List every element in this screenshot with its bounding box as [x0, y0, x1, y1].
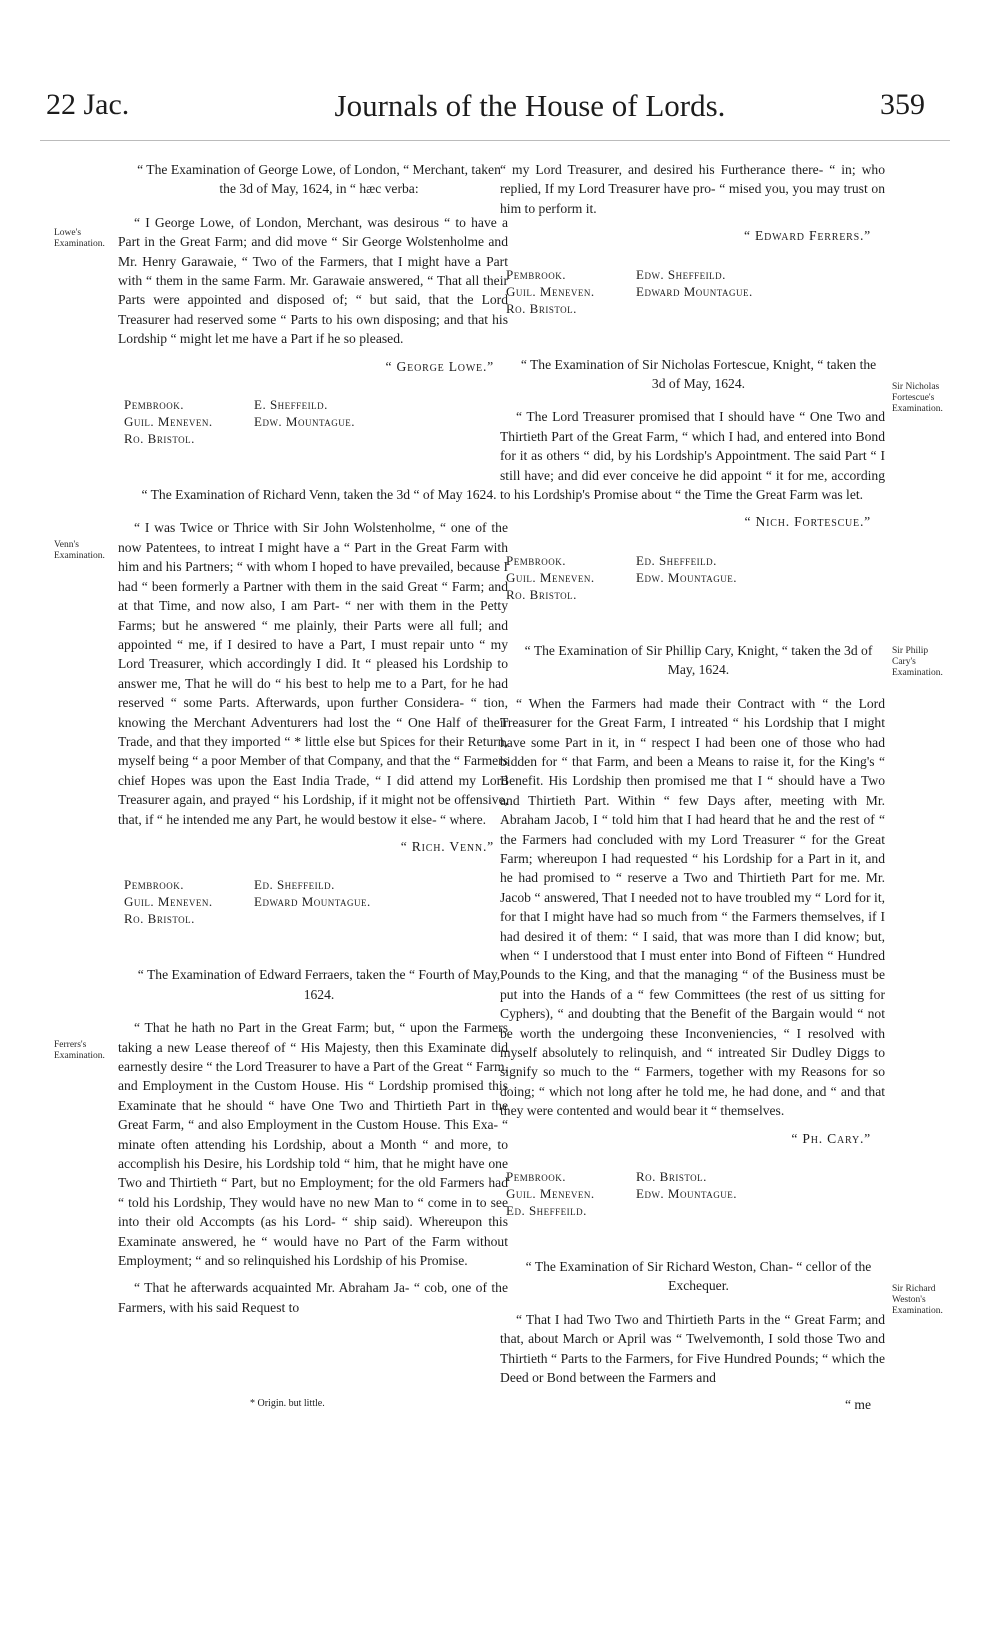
margin-note-cary: Sir Philip Cary's Examination.: [892, 646, 943, 678]
witness-name: Guil. Meneven.: [124, 414, 213, 430]
examination-title: “ The Examination of Edward Ferraers, taken the “ Fourth of May, 1624.: [137, 967, 501, 1002]
witness-name: Pembrook.: [506, 266, 566, 282]
examination-title: “ The Examination of Sir Richard Weston, Chan- “ cellor of the Exchequer.: [525, 1259, 872, 1294]
witness-name: E. Sheffeild.: [254, 397, 328, 413]
margin-note-weston: Sir Richard Weston's Examination.: [892, 1284, 943, 1316]
witness-name: Ro. Bristol.: [124, 911, 195, 927]
examination-body: “ The Lord Treasurer promised that I should have “ One Two and Thirtieth Part of the Great Farm, “ which I had, and entered into Bond for it as others “ did, by his Lordship's Appointment. The said Part “ I still have; and did ever conceive he did appoint “ it for me, according to his Lordship's Promise about “ the Time the Great Farm was let.: [500, 409, 885, 503]
examination-body: “ my Lord Treasurer, and desired his Furtherance there- “ in; who replied, If my Lord Treasurer have pro- “ mised you, you may trust on him to perform it.: [500, 162, 885, 216]
examination-body: “ I was Twice or Thrice with Sir John Wolstenholme, “ one of the now Patentees, to intreat I might have a “ Part in the Great Farm with him and his Partners; “ with whom I hoped to have prevailed, because I had “ been formerly a Partner with them in the said Great “ Farm; and at that Time, and now also, I am Part- “ ner with them in the Petty Farms; but he answered “ me plainly, their Parts were all full; and appointed “ me, if I desired to have a Part, I must repair unto “ my Lord Treasurer, which accordingly I did. It “ pleased his Lordship to answer me, That he will do “ his best to help me to a Part, for he had reserved “ some Parts. Afterwards, upon further Considera- “ tion, knowing the Merchant Adventurers had lost the “ One Half of their Trade, and that they imported “ * little else but Spices for their Return, myself being “ a poor Member of that Company, and that the “ Farmers chief Hopes was upon the East India Trade, “ I did attend my Lord Treasurer again, and prayed “ his Lordship, if it might not be offensive, that, if “ he intended me any Part, he would bestow it else- “ where.: [118, 520, 508, 827]
witness-name: Pembrook.: [124, 397, 184, 413]
running-head-title: Journals of the House of Lords.: [334, 88, 726, 123]
witness-name: Guil. Meneven.: [506, 283, 595, 299]
running-head-regnal-year: 22 Jac.: [46, 88, 130, 121]
witness-name: Pembrook.: [506, 552, 566, 568]
margin-note-venn: Venn's Examination.: [54, 540, 105, 561]
examinee-signature: “ Rich. Venn.”: [400, 838, 494, 854]
examinee-signature: “ Ph. Cary.”: [791, 1130, 871, 1146]
examination-body: “ I George Lowe, of London, Merchant, was desirous “ to have a Part in the Great Farm; and did move “ Sir George Wolstenholme and Mr. Henry Garawaie, “ Two of the Farmers, that I might have a Part with “ them in the same Farm. Mr. Garawaie answered, “ That all their Parts were appointed and disposed of; “ but said, that the Lord Treasurer had reserved some “ Parts to his own disposing; and that his Lordship “ might let me have a Part if he so pleased.: [118, 214, 508, 347]
header-rule: [40, 140, 950, 141]
footnote: * Origin. but little.: [250, 1398, 325, 1409]
right-column: [500, 160, 885, 1435]
witness-name: Edward Mountague.: [636, 283, 753, 299]
witness-name: Ro. Bristol.: [636, 1169, 707, 1185]
examinee-signature: “ George Lowe.”: [385, 358, 494, 374]
margin-note-ferrers: Ferrers's Examination.: [54, 1040, 105, 1061]
witness-name: Edw. Mountague.: [254, 414, 356, 430]
examination-weston: [500, 1257, 885, 1415]
examination-body: “ That I had Two Two and Thirtieth Parts in the “ Great Farm; and that, about March or April was “ Twelvemonth, I sold those Two and Thirtieth “ Parts to the Farmers, for Five Hundred Pounds; “ which the Deed or Bond between the Farmers and: [500, 1311, 885, 1386]
witness-name: Pembrook.: [506, 1169, 566, 1185]
examination-lowe: [118, 160, 508, 447]
catchword: “ me: [844, 1397, 871, 1413]
examination-title: “ The Examination of George Lowe, of London, “ Merchant, taken the 3d of May, 1624, in “ hæc verba:: [137, 162, 501, 197]
examination-body-continued: “ That he afterwards acquainted Mr. Abraham Ja- “ cob, one of the Farmers, with his said Request to: [118, 1280, 508, 1315]
examinee-signature: “ Nich. Fortescue.”: [744, 514, 871, 530]
page-number: 359: [880, 88, 925, 121]
witness-name: Edw. Mountague.: [636, 569, 738, 585]
witness-name: Ed. Sheffeild.: [254, 877, 335, 893]
witness-name: Ed. Sheffeild.: [506, 1203, 587, 1219]
witness-signatures: [124, 396, 508, 447]
examination-ferrers-continued: [500, 160, 885, 317]
witness-signatures: [506, 552, 885, 603]
witness-name: Edw. Mountague.: [636, 1186, 738, 1202]
left-column: [118, 160, 508, 1325]
witness-name: Guil. Meneven.: [506, 569, 595, 585]
witness-name: Ed. Sheffeild.: [636, 552, 717, 568]
witness-signatures: [506, 266, 885, 317]
witness-name: Ro. Bristol.: [506, 586, 577, 602]
examination-title: “ The Examination of Sir Phillip Cary, Knight, “ taken the 3d of May, 1624.: [524, 642, 873, 678]
witness-signatures: [124, 876, 508, 927]
witness-name: Guil. Meneven.: [124, 894, 213, 910]
witness-signatures: [506, 1168, 885, 1219]
examination-fortescue: [500, 355, 885, 603]
witness-name: Edward Mountague.: [254, 894, 371, 910]
witness-name: Edw. Sheffeild.: [636, 266, 726, 282]
examination-title: “ The Examination of Richard Venn, taken the 3d “ of May 1624.: [141, 487, 497, 503]
witness-name: Guil. Meneven.: [506, 1186, 595, 1202]
witness-name: Ro. Bristol.: [124, 431, 195, 447]
margin-note-lowe: Lowe's Examination.: [54, 228, 105, 249]
examination-venn: [118, 485, 508, 927]
examination-body: “ That he hath no Part in the Great Farm; but, “ upon the Farmers taking a new Lease thereof of “ His Majesty, then this Examinate did earnestly desire “ the Lord Treasurer to have a Part of the Great “ Farm, and Employment in the Custom House. His “ Lordship promised this Examinate that he should “ have One Two and Thirtieth Part in the Great Farm, “ and also Employment in the Custom House. This Exa- “ minate often attending his Lordship, about a Month “ and more, to accomplish his Desire, his Lordship told “ him, that he might have one Two and Thirtieth “ Part, but no Employment; for the old Farmers had “ told his Lordship, They would have no new Man to “ come in to see into their old Accompts (as his Lord- “ ship said). Whereupon this Examinate answered, he “ would have no Part of the Farm without Employment; “ and so relinquished his Lordship of his Promise.: [118, 1020, 508, 1269]
examination-ferraers: [118, 965, 508, 1317]
margin-note-fortescue: Sir Nicholas Fortescue's Examination.: [892, 382, 943, 414]
examinee-signature: “ Edward Ferrers.”: [744, 228, 871, 244]
examination-cary: [500, 641, 885, 1219]
examination-body: “ When the Farmers had made their Contract with “ the Lord Treasurer for the Great Farm, I intreated “ his Lordship that I might have some Part in it, in “ respect I had been one of those who had bidden for “ that Farm, and been a Means to raise it, for the King's “ Benefit. His Lordship then promised me that I “ should have a Two and Thirtieth Part. Within “ few Days after, meeting with Mr. Abraham Jacob, I “ told him that I had heard that he and the rest of “ the Farmers had concluded with my Lord Treasurer “ for the Great Farm; whereupon I had requested “ his Lordship for a Part in it, and he had promised to “ reserve a Two and Thirtieth Part for me. Mr. Jacob “ answered, That I needed not to have troubled my “ Lord for it, for that I might have had so much from “ the Farmers themselves, if I had desired it of them: “ I said, that was more than I did know; but, when “ I understood that I must enter into Bond of Fifteen “ Hundred Pounds to the King, and that the managing “ of the Business must be put into the Hands of a “ few Committees (the rest of us sitting for Cyphers), “ and doubting that the Benefit of the Bargain would “ not be worth the undergoing these Inconveniencies, “ I resolved with myself absolutely to relinquish, and “ intreated Sir Dudley Diggs to signify so much to the “ Farmers, together with my Reasons for so doing; “ which not long after he told me, he had done, and “ and that they were contented and would bear it “ themselves.: [500, 695, 885, 1119]
witness-name: Pembrook.: [124, 877, 184, 893]
examination-title: “ The Examination of Sir Nicholas Fortescue, Knight, “ taken the 3d of May, 1624.: [520, 356, 877, 392]
witness-name: Ro. Bristol.: [506, 300, 577, 316]
